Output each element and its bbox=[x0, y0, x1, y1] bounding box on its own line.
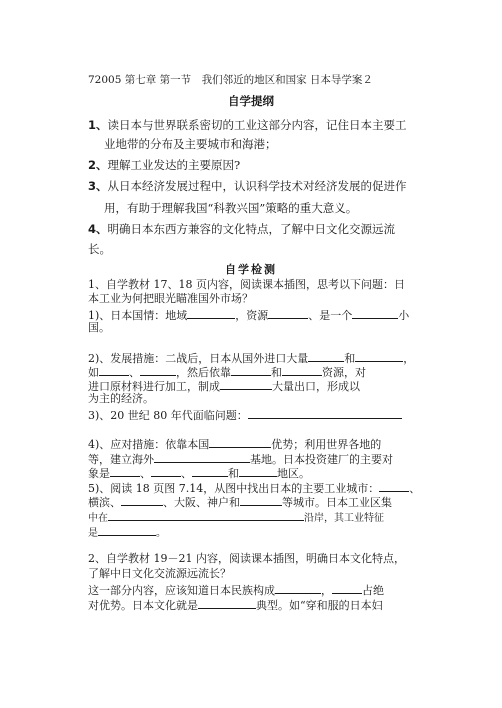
text: 。 bbox=[156, 528, 166, 539]
text: 1)、日本国情：地域 bbox=[88, 309, 188, 322]
blank-field[interactable] bbox=[231, 364, 271, 376]
text: 中在 bbox=[88, 513, 108, 524]
blank-field[interactable] bbox=[220, 378, 272, 390]
question-1-line-2: 本工业为何把眼光瞄准国外市场？ bbox=[88, 292, 253, 305]
blank-field[interactable] bbox=[121, 494, 163, 506]
blank-field[interactable] bbox=[352, 307, 398, 319]
text: 和 bbox=[344, 352, 356, 365]
text: 、大阪、神户和 bbox=[163, 496, 240, 509]
goal-item-1 bbox=[88, 118, 420, 132]
goal-number: 4、 bbox=[88, 222, 108, 236]
blank-field[interactable] bbox=[154, 451, 250, 463]
goal-item-1-cont: 业地带的分布及主要城市和海港； bbox=[104, 137, 277, 151]
goal-item-3-cont: 用，有助于理解我国“科教兴国”策略的重大意义。 bbox=[104, 201, 358, 215]
text: 这一部分内容，应该知道日本民族构成 bbox=[88, 584, 275, 597]
text: 地区。 bbox=[277, 467, 310, 480]
blank-field[interactable] bbox=[209, 436, 271, 448]
question-3 bbox=[88, 407, 420, 423]
text: 优势；利用世界各地的 bbox=[271, 438, 382, 451]
goal-text: 从日本经济发展过程中，认识科学技术对经济发展的促进作 bbox=[107, 179, 407, 193]
text: ，资源 bbox=[235, 309, 269, 322]
blank-field[interactable] bbox=[110, 465, 140, 477]
blank-field[interactable] bbox=[332, 582, 362, 594]
blank-field[interactable] bbox=[308, 350, 344, 362]
text: 典型。如“穿和服的日本妇 bbox=[256, 599, 383, 612]
text: ， bbox=[403, 352, 415, 365]
section-heading-outline: 自学提纲 bbox=[228, 94, 274, 108]
question-6-line-3 bbox=[88, 582, 420, 598]
text: 等，建立海外 bbox=[88, 453, 154, 466]
text: 如 bbox=[88, 366, 99, 379]
question-6-line-2: 了解中日文化交流源远流长？ bbox=[88, 567, 231, 580]
text: 进口原材料进行加工，制成 bbox=[88, 380, 220, 393]
text: 资源，对 bbox=[322, 366, 366, 379]
text: 沿岸，其工业特征 bbox=[304, 513, 384, 524]
text: 、 bbox=[409, 482, 421, 495]
text: 等城市。日本工业区集 bbox=[282, 496, 392, 509]
blank-field[interactable] bbox=[239, 465, 277, 477]
goal-item-4 bbox=[88, 222, 420, 236]
text: 、 bbox=[129, 366, 140, 379]
blank-field[interactable] bbox=[355, 350, 403, 362]
question-5-line-2 bbox=[88, 494, 420, 510]
text: ， bbox=[321, 584, 332, 597]
question-2-line-4: 为主的经济。 bbox=[88, 392, 154, 405]
blank-field[interactable] bbox=[108, 509, 304, 521]
text: ，然后依靠 bbox=[176, 366, 231, 379]
blank-field[interactable] bbox=[240, 494, 282, 506]
blank-field[interactable] bbox=[98, 524, 156, 536]
goal-item-3 bbox=[88, 179, 420, 193]
text: 和 bbox=[271, 366, 282, 379]
text: 2)、发展措施：二战后，日本从国外进口大量 bbox=[88, 352, 309, 365]
text: 小 bbox=[398, 309, 410, 322]
blank-field[interactable] bbox=[99, 364, 129, 376]
text: 对优势。日本文化就是 bbox=[88, 599, 198, 612]
text: 、 bbox=[140, 467, 151, 480]
blank-field[interactable] bbox=[192, 465, 228, 477]
blank-field[interactable] bbox=[275, 582, 321, 594]
goal-item-4-cont: 长。 bbox=[88, 242, 111, 256]
blank-field[interactable] bbox=[268, 307, 308, 319]
goal-text: 读日本与世界联系密切的工业这部分内容，记住日本主要工 bbox=[107, 118, 407, 132]
section-heading-check: 自学检测 bbox=[225, 263, 277, 276]
document-title: 72005 第七章 第一节 我们邻近的地区和国家 日本导学案２ bbox=[88, 74, 373, 86]
blank-field[interactable] bbox=[187, 307, 235, 319]
blank-field[interactable] bbox=[140, 364, 176, 376]
goal-number: 3、 bbox=[88, 179, 108, 193]
goal-number: 1、 bbox=[88, 118, 108, 132]
question-1-line-1: 1、自学教材 17、18 页内容，阅读课本插图，思考以下问题：日 bbox=[88, 278, 405, 291]
text: 4)、应对措施：依靠本国 bbox=[88, 438, 210, 451]
text: 基地。日本投资建厂的主要对 bbox=[250, 453, 393, 466]
goal-text: 理解工业发达的主要原因? bbox=[107, 158, 241, 172]
text: 5)、阅读 18 页图 7.14，从图中找出日本的主要工业城市： bbox=[88, 482, 380, 495]
question-4-line-3 bbox=[88, 465, 420, 481]
text: 和 bbox=[228, 467, 239, 480]
text: 是 bbox=[88, 528, 98, 539]
text: 、是一个 bbox=[308, 309, 353, 322]
question-6-line-4 bbox=[88, 597, 420, 613]
question-6-line-1: 2、自学教材 19－21 内容，阅读课本插图，明确日本文化特点， bbox=[88, 552, 405, 565]
blank-field[interactable] bbox=[198, 597, 256, 609]
text: 象是 bbox=[88, 467, 110, 480]
text: 、 bbox=[181, 467, 192, 480]
question-1a-cont: 国。 bbox=[88, 321, 110, 334]
question-5-line-4 bbox=[88, 524, 420, 541]
blank-field[interactable] bbox=[151, 465, 181, 477]
goal-text: 明确日本东西方兼容的文化特点，了解中日文化交源远流 bbox=[107, 222, 396, 236]
blank-field[interactable] bbox=[282, 364, 322, 376]
goal-item-2 bbox=[88, 158, 420, 172]
text: 占绝 bbox=[362, 584, 384, 597]
question-4-line-1 bbox=[88, 436, 420, 452]
text: 3)、20 世纪 80 年代面临问题： bbox=[88, 409, 248, 422]
text: 大量出口，形成以 bbox=[272, 380, 360, 393]
text: 横滨、 bbox=[88, 496, 121, 509]
blank-field[interactable] bbox=[379, 480, 409, 492]
blank-field[interactable] bbox=[248, 407, 402, 419]
goal-number: 2、 bbox=[88, 158, 108, 172]
